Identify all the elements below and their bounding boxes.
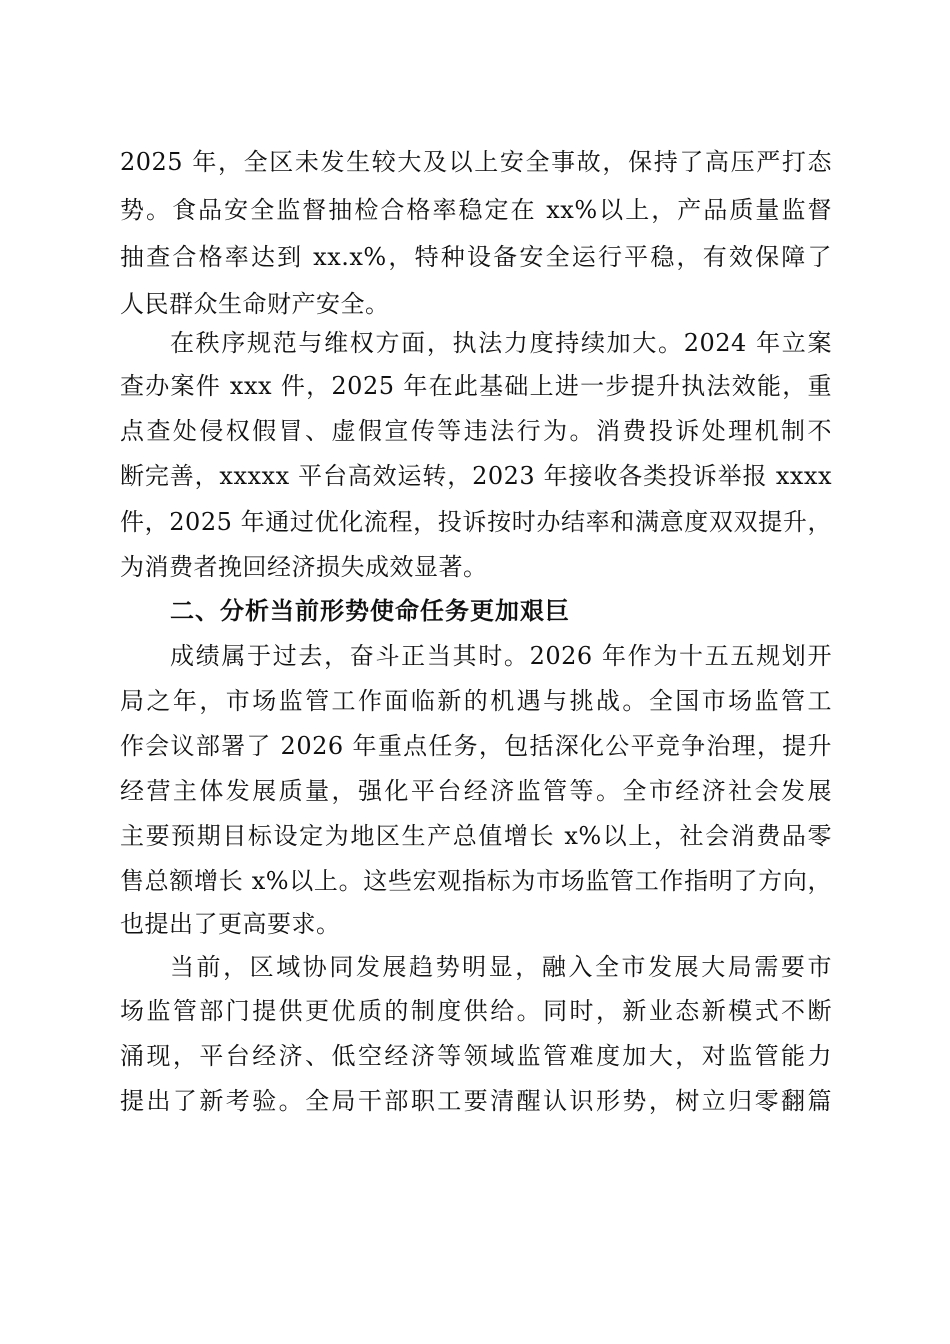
para4-line: 涌现，平台经济、低空经济等领域监管难度加大，对监管能力 bbox=[120, 1042, 832, 1070]
para2-line: 查办案件 xxx 件，2025 年在此基础上进一步提升执法效能，重 bbox=[120, 372, 832, 400]
para2-line: 断完善，xxxxx 平台高效运转，2023 年接收各类投诉举报 xxxx bbox=[120, 462, 832, 490]
para3-line: 经营主体发展质量，强化平台经济监管等。全市经济社会发展 bbox=[120, 777, 832, 805]
para2-line: 件，2025 年通过优化流程，投诉按时办结率和满意度双双提升， bbox=[120, 508, 832, 536]
para3-line: 局之年，市场监管工作面临新的机遇与挑战。全国市场监管工 bbox=[120, 687, 832, 715]
para4-line: 当前，区域协同发展趋势明显，融入全市发展大局需要市 bbox=[170, 953, 832, 981]
para1-line: 势。食品安全监督抽检合格率稳定在 xx%以上，产品质量监督 bbox=[120, 196, 832, 224]
para4-line: 提出了新考验。全局干部职工要清醒认识形势，树立归零翻篇 bbox=[120, 1087, 832, 1115]
para2-line: 在秩序规范与维权方面，执法力度持续加大。2024 年立案 bbox=[170, 329, 832, 357]
para1-line: 人民群众生命财产安全。 bbox=[120, 290, 390, 318]
para1-line: 抽查合格率达到 xx.x%，特种设备安全运行平稳，有效保障了 bbox=[120, 243, 832, 271]
para3-line: 主要预期目标设定为地区生产总值增长 x%以上，社会消费品零 bbox=[120, 822, 832, 850]
para4-line: 场监管部门提供更优质的制度供给。同时，新业态新模式不断 bbox=[120, 997, 832, 1025]
section-heading: 二、分析当前形势使命任务更加艰巨 bbox=[170, 597, 570, 625]
para3-line: 作会议部署了 2026 年重点任务，包括深化公平竞争治理，提升 bbox=[120, 732, 832, 760]
para2-line: 点查处侵权假冒、虚假宣传等违法行为。消费投诉处理机制不 bbox=[120, 417, 832, 445]
para1-line: 2025 年，全区未发生较大及以上安全事故，保持了高压严打态 bbox=[120, 148, 832, 176]
para3-line: 也提出了更高要求。 bbox=[120, 910, 341, 938]
para2-line: 为消费者挽回经济损失成效显著。 bbox=[120, 553, 488, 581]
para3-line: 成绩属于过去，奋斗正当其时。2026 年作为十五五规划开 bbox=[170, 642, 832, 670]
para3-line: 售总额增长 x%以上。这些宏观指标为市场监管工作指明了方向， bbox=[120, 867, 832, 895]
